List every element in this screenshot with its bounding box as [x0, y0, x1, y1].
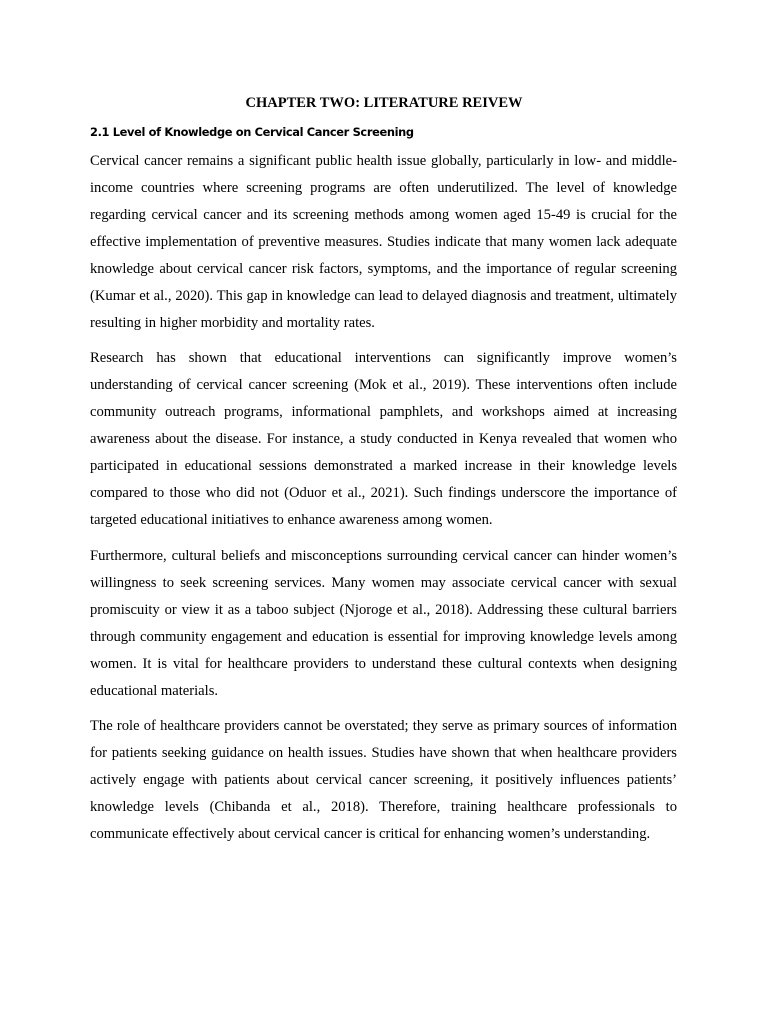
body-paragraph-4: The role of healthcare providers cannot be overstated; they serve as primary sources of information for patients seeking guidance on health issues. Studies have shown that when healthcare providers actively engage with patients about cervical cancer screening, it positively influences patients’ knowledge levels (Chibanda et al., 2018). Therefore, training healthcare professionals to communicate effectively about cervical cancer is critical for enhancing women’s understanding. — [90, 718, 677, 842]
body-paragraph-2: Research has shown that educational interventions can significantly improve women’s understanding of cervical cancer screening (Mok et al., 2019). These interventions often include community outreach programs, informational pamphlets, and workshops aimed at increasing awareness about the disease. For instance, a study conducted in Kenya revealed that women who participated in educational sessions demonstrated a marked increase in their knowledge levels compared to those who did not (Oduor et al., 2021). Such findings underscore the importance of targeted educational initiatives to enhance awareness among women. — [90, 350, 677, 528]
section-heading: 2.1 Level of Knowledge on Cervical Cancer Screening — [90, 125, 414, 139]
body-paragraph-3: Furthermore, cultural beliefs and misconceptions surrounding cervical cancer can hinder women’s willingness to seek screening services. Many women may associate cervical cancer with sexual promiscuity or view it as a taboo subject (Njoroge et al., 2018). Addressing these cultural barriers through community engagement and education is essential for improving knowledge levels among women. It is vital for healthcare providers to understand these cultural contexts when designing educational materials. — [90, 548, 677, 699]
chapter-title: CHAPTER TWO: LITERATURE REIVEW — [245, 95, 523, 111]
body-paragraph-1: Cervical cancer remains a significant public health issue globally, particularly in low- and middle-income countries where screening programs are often underutilized. The level of knowledge regarding cervical cancer and its screening methods among women aged 15-49 is crucial for the effective implementation of preventive measures. Studies indicate that many women lack adequate knowledge about cervical cancer risk factors, symptoms, and the importance of regular screening (Kumar et al., 2020). This gap in knowledge can lead to delayed diagnosis and treatment, ultimately resulting in higher morbidity and mortality rates. — [90, 153, 677, 331]
